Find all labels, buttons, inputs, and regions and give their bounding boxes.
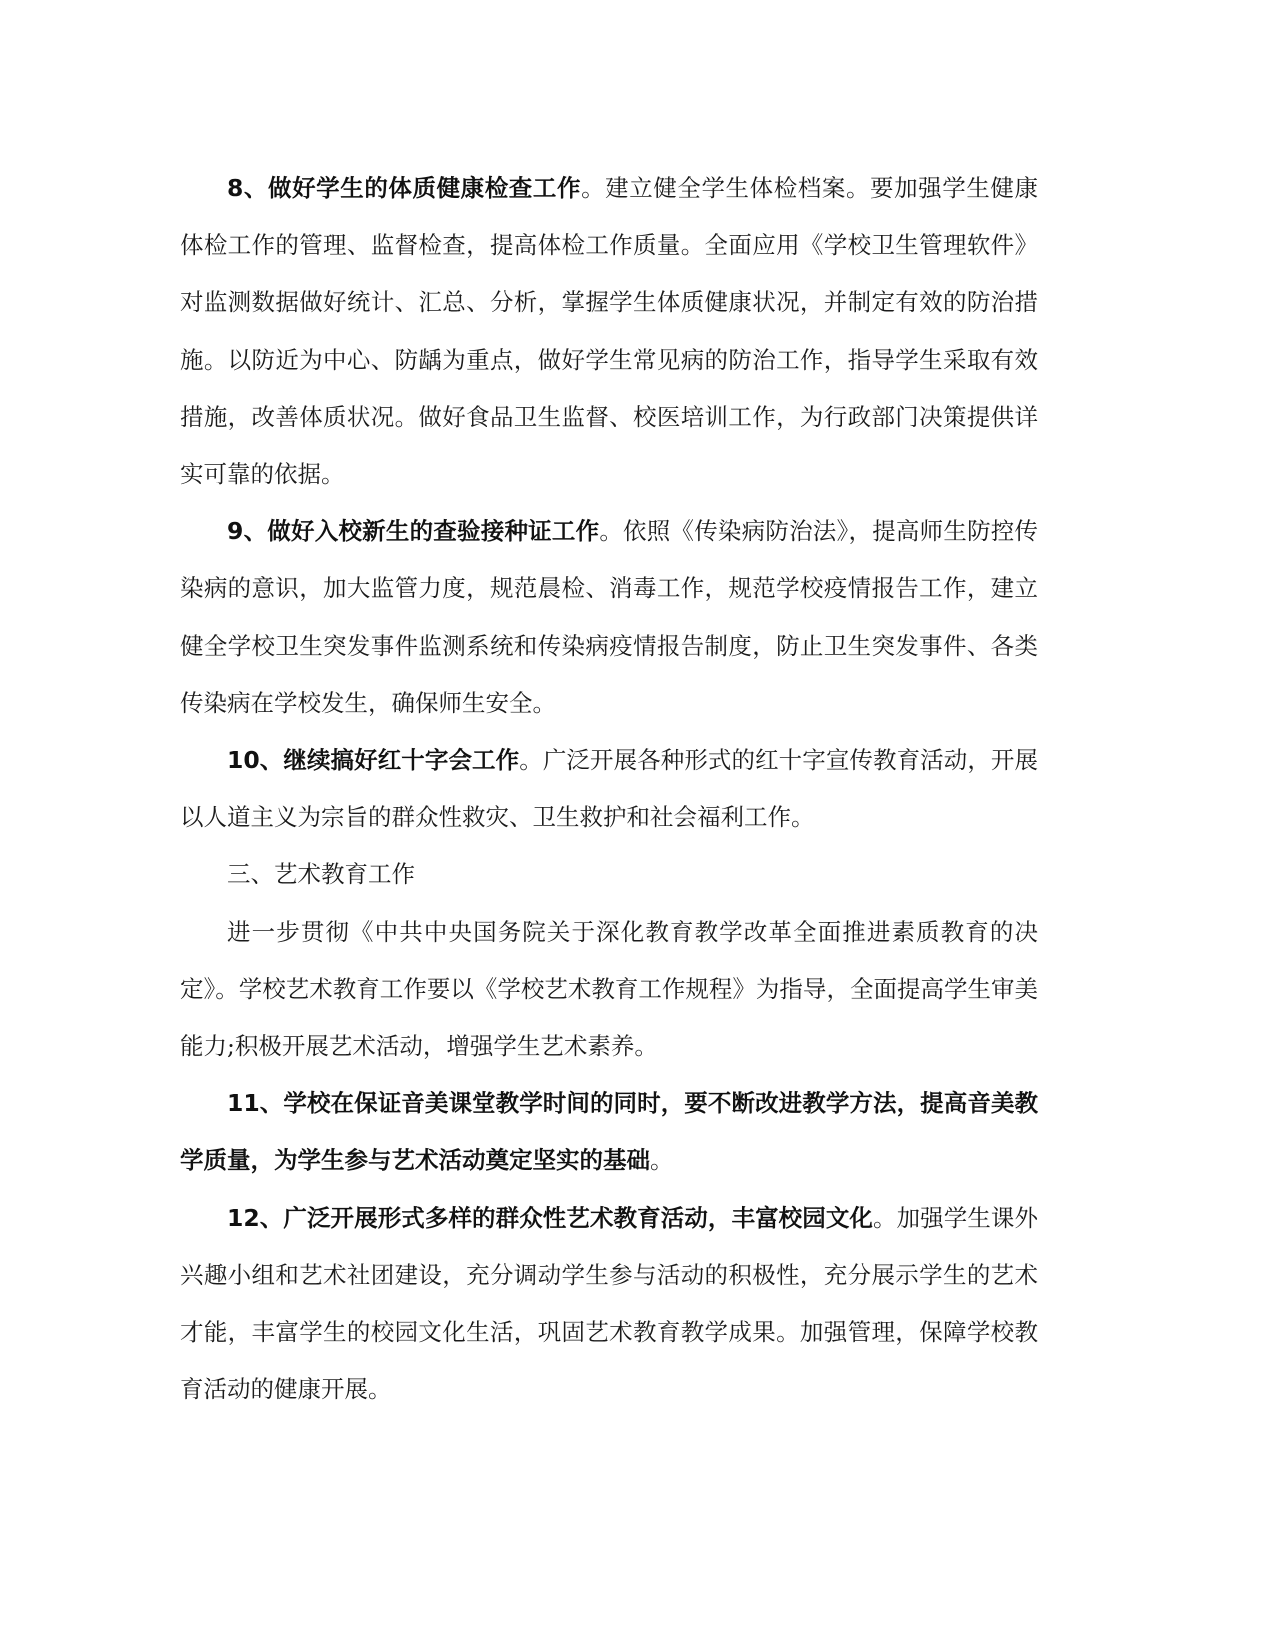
paragraph-item-12 bbox=[180, 1190, 1038, 1419]
paragraph-item-8 bbox=[180, 160, 1038, 503]
document-body bbox=[180, 160, 1038, 1418]
paragraph-text: 。加强学生课外兴趣小组和艺术社团建设，充分调动学生参与活动的积极性，充分展示学生的艺术才能，丰富学生的校园文化生活，巩固艺术教育教学成果。加强管理，保障学校教育活动的健康开展。 bbox=[180, 1203, 1039, 1404]
paragraph-lead: 11、学校在保证音美课堂教学时间的同时，要不断改进教学方法，提高音美教学质量，为学生参与艺术活动奠定坚实的基础 bbox=[180, 1089, 1038, 1175]
paragraph-item-9 bbox=[180, 503, 1038, 732]
paragraph-lead: 12、广泛开展形式多样的群众性艺术教育活动，丰富校园文化 bbox=[227, 1203, 873, 1232]
section-heading: 三、艺术教育工作 bbox=[227, 860, 415, 889]
paragraph-text: 。 bbox=[650, 1146, 674, 1175]
paragraph-lead: 10、继续搞好红十字会工作 bbox=[227, 746, 520, 775]
paragraph-lead: 9、做好入校新生的查验接种证工作 bbox=[227, 517, 600, 546]
paragraph-text: 。广泛开展各种形式的红十字宣传教育活动，开展以人道主义为宗旨的群众性救灾、卫生救护和社会福利工作。 bbox=[180, 746, 1039, 832]
paragraph-text: 。建立健全学生体检档案。要加强学生健康体检工作的管理、监督检查，提高体检工作质量。全面应用《学校卫生管理软件》对监测数据做好统计、汇总、分析，掌握学生体质健康状况，并制定有效的防治措施。以防近为中心、防龋为重点，做好学生常见病的防治工作，指导学生采取有效措施，改善体质状况。做好食品卫生监督、校医培训工作，为行政部门决策提供详实可靠的依据。 bbox=[180, 174, 1039, 489]
paragraph-lead: 8、做好学生的体质健康检查工作 bbox=[227, 174, 582, 202]
paragraph-item-10 bbox=[180, 732, 1038, 846]
paragraph-text: 。依照《传染病防治法》，提高师生防控传染病的意识，加大监管力度，规范晨检、消毒工作，规范学校疫情报告工作，建立健全学校卫生突发事件监测系统和传染病疫情报告制度，防止卫生突发事件、各类传染病在学校发生，确保师生安全。 bbox=[180, 517, 1039, 717]
paragraph-item-11 bbox=[180, 1075, 1038, 1189]
paragraph-text: 进一步贯彻《中共中央国务院关于深化教育教学改革全面推进素质教育的决定》。学校艺术教育工作要以《学校艺术教育工作规程》为指导，全面提高学生审美能力;积极开展艺术活动，增强学生艺术素养。 bbox=[180, 917, 1038, 1061]
paragraph-section-intro bbox=[180, 904, 1038, 1076]
